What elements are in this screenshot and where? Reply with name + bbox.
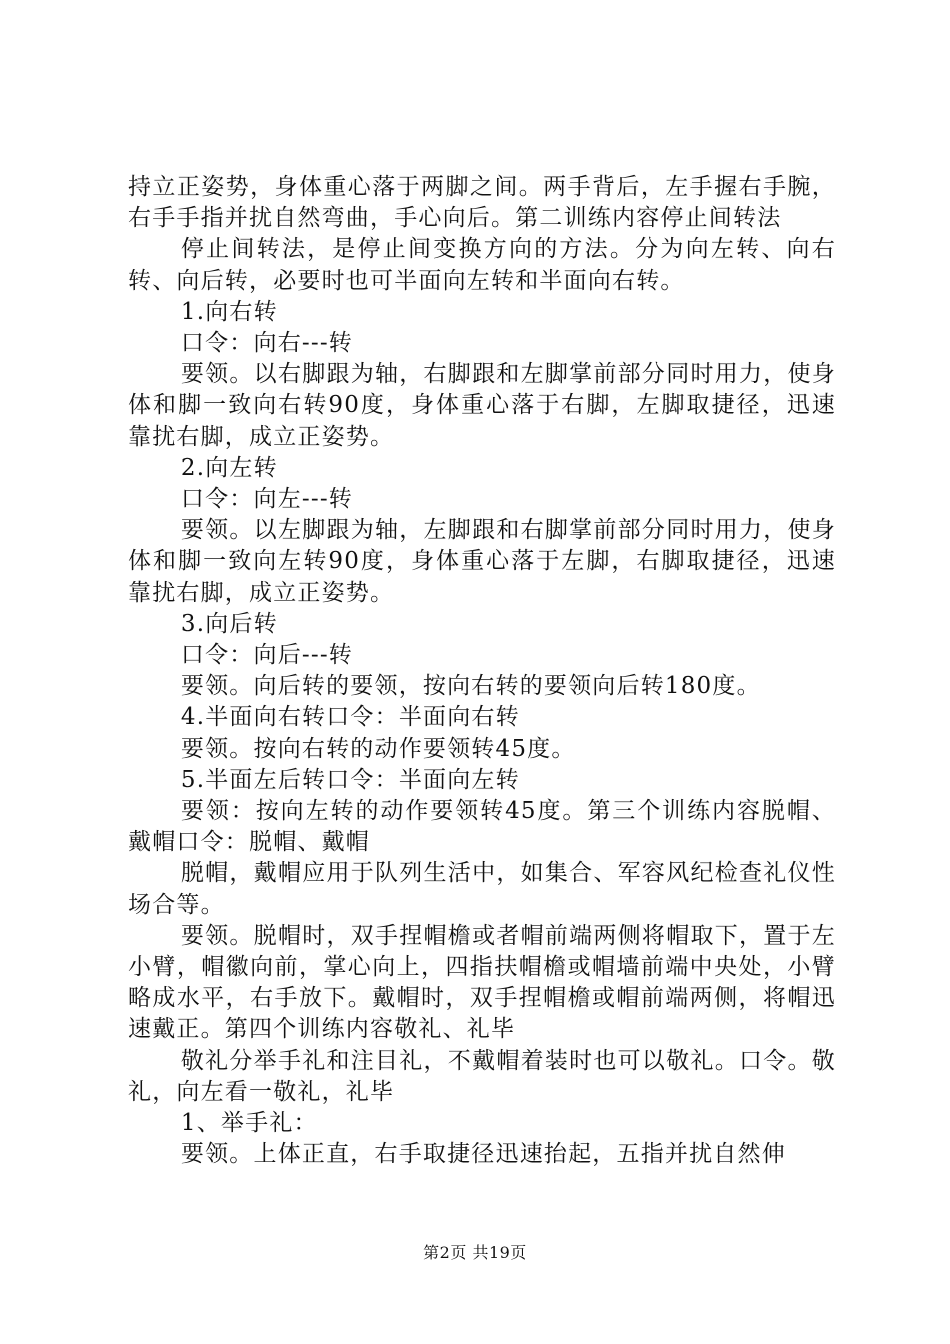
body-paragraph: 要领。以左脚跟为轴，左脚跟和右脚掌前部分同时用力，使身体和脚一致向左转90度，身体重心落于左脚，右脚取捷径，迅速靠扰右脚，成立正姿势。 (128, 517, 836, 606)
body-paragraph: 1.向右转 (180, 298, 278, 325)
body-paragraph: 要领。按向右转的动作要领转45度。 (180, 735, 576, 762)
page-footer: 第2页 共19页 (423, 1243, 527, 1262)
body-paragraph: 口令：向右---转 (180, 330, 354, 357)
body-paragraph: 要领。向后转的要领，按向右转的要领向后转180度。 (180, 673, 761, 700)
body-paragraph: 口令：向后---转 (180, 642, 354, 669)
body-paragraph: 要领。以右脚跟为轴，右脚跟和左脚掌前部分同时用力，使身体和脚一致向右转90度，身体重心落于右脚，左脚取捷径，迅速靠扰右脚，成立正姿势。 (128, 361, 836, 450)
body-paragraph: 3.向后转 (180, 610, 278, 637)
body-paragraph: 4.半面向右转口令：半面向右转 (180, 704, 520, 731)
body-paragraph: 口令：向左---转 (180, 486, 354, 513)
body-paragraph: 2.向左转 (180, 454, 278, 481)
body-paragraph: 要领：按向左转的动作要领转45度。第三个训练内容脱帽、戴帽口令：脱帽、戴帽 (128, 798, 836, 856)
body-paragraph: 1、举手礼： (180, 1110, 318, 1137)
body-paragraph: 持立正姿势，身体重心落于两脚之间。两手背后，左手握右手腕，右手手指并扰自然弯曲，手心向后。第二训练内容停止间转法 (128, 174, 836, 232)
body-paragraph: 要领。脱帽时，双手捏帽檐或者帽前端两侧将帽取下，置于左小臂，帽徽向前，掌心向上，四指扶帽檐或帽墙前端中央处，小臂略成水平，右手放下。戴帽时，双手捏帽檐或帽前端两侧，将帽迅速戴正。第四个训练内容敬礼、礼毕 (128, 922, 836, 1043)
body-paragraph: 脱帽，戴帽应用于队列生活中，如集合、军容风纪检查礼仪性场合等。 (128, 860, 836, 918)
document-body (128, 172, 836, 1171)
body-paragraph: 敬礼分举手礼和注目礼，不戴帽着装时也可以敬礼。口令。敬礼，向左看一敬礼，礼毕 (128, 1047, 836, 1105)
body-paragraph: 要领。上体正直，右手取捷径迅速抬起，五指并扰自然伸 (180, 1141, 786, 1168)
body-paragraph: 停止间转法，是停止间变换方向的方法。分为向左转、向右转、向后转，必要时也可半面向左转和半面向右转。 (128, 236, 836, 294)
body-paragraph: 5.半面左后转口令：半面向左转 (180, 766, 520, 793)
